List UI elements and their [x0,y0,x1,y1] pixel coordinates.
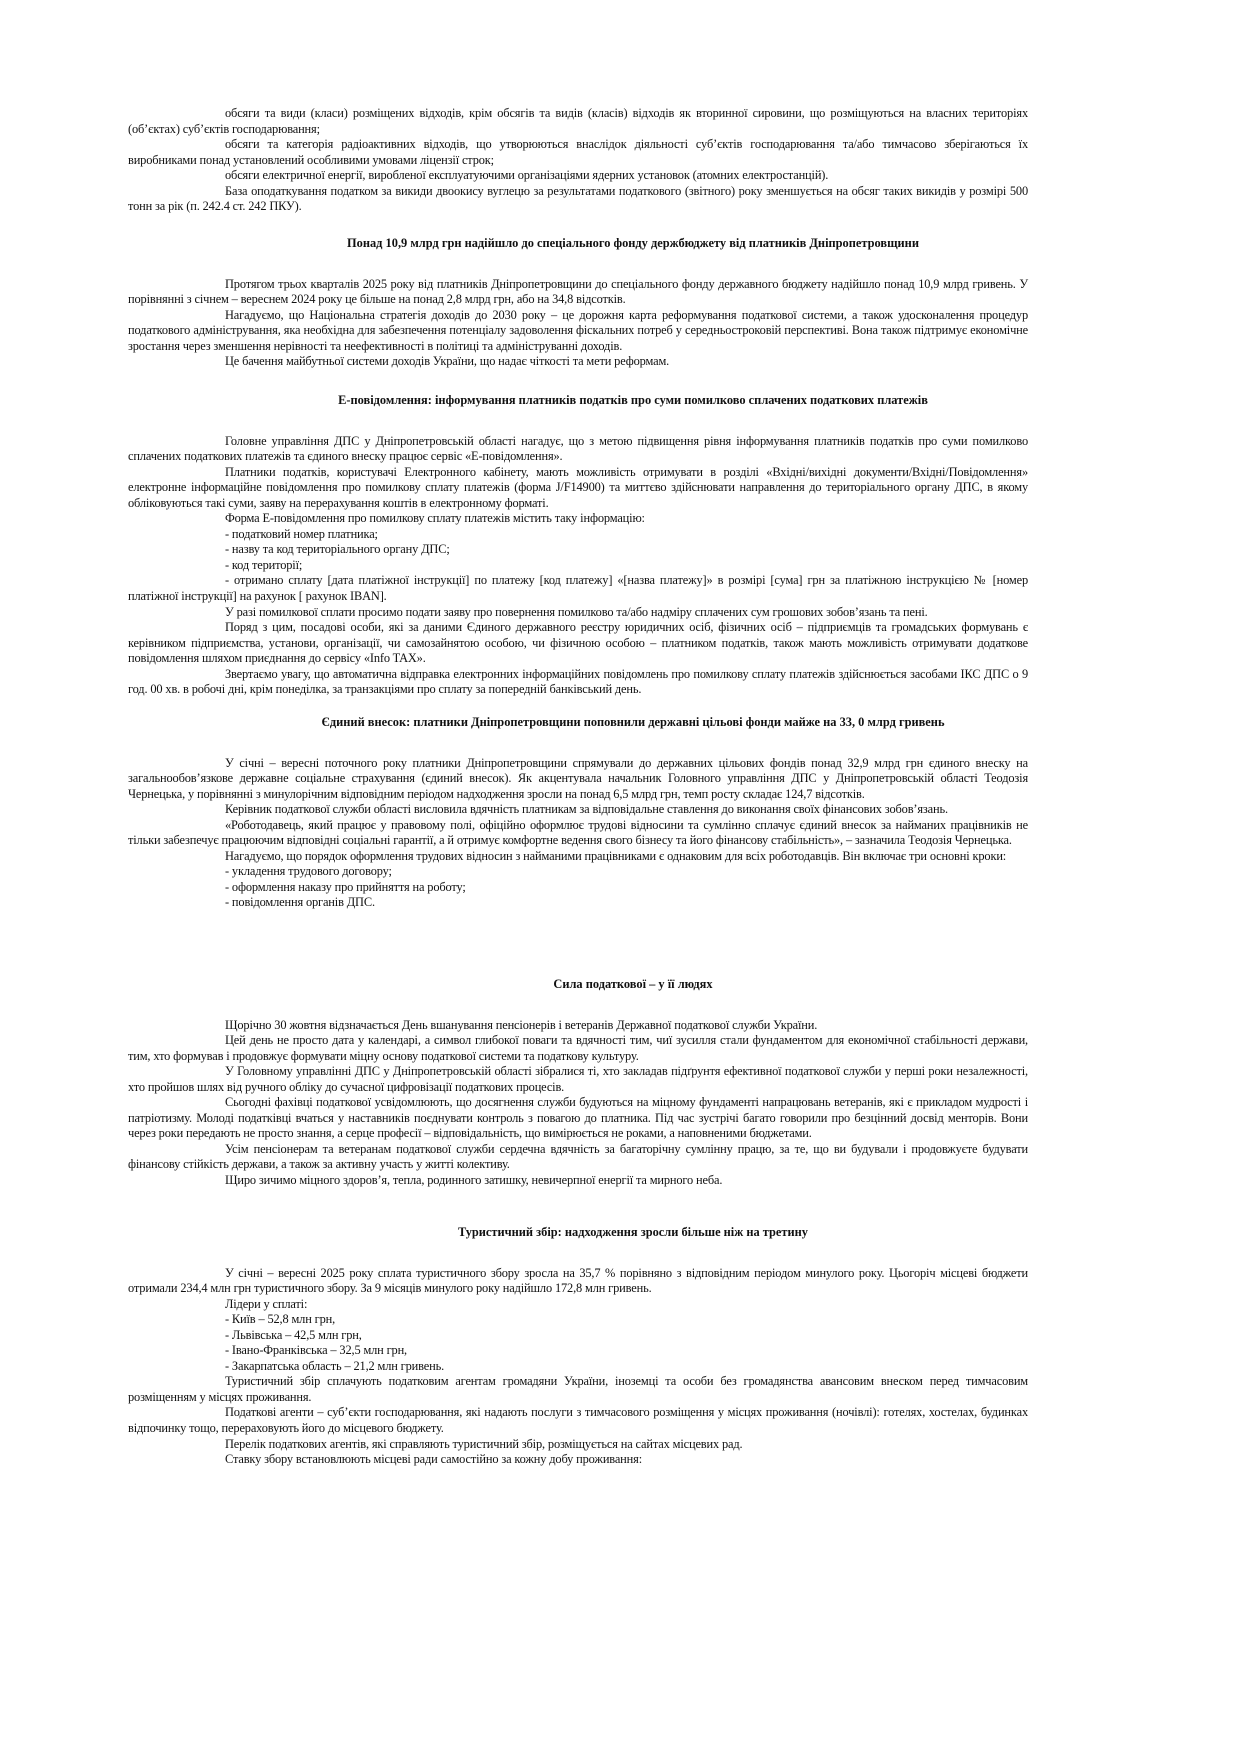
section-heading: Е-повідомлення: інформування платників податків про суми помилково сплачених податкових платежів [338,393,928,407]
paragraph: - укладення трудового договору; [225,864,392,879]
paragraph: - Львівська – 42,5 млн грн, [225,1327,362,1342]
paragraph: У січні – вересні 2025 року сплата туристичного збору зросла на 35,7 % порівняно з відповідним періодом минулого року. Цьогоріч місцеві бюджети отримали 234,4 млн грн туристичного збору. За 9 місяців минулого року надійшло 172,8 млн гривень. [128,1265,1028,1296]
paragraph: Цей день не просто дата у календарі, а символ глибокої поваги та вдячності тим, чиї зусилля стали фундаментом для економічної стабільності держави, тим, хто формував і продовжує формувати міцну основу податкової системи та податкову культуру. [128,1033,1028,1063]
paragraph: Протягом трьох кварталів 2025 року від платників Дніпропетровщини до спеціального фонду державного бюджету надійшло понад 10,9 млрд гривень. У порівнянні з січнем – вереснем 2024 року це більше на понад 2,8 млрд грн, або на 34,8 відсотків. [128,276,1028,307]
paragraph: - оформлення наказу про прийняття на роботу; [225,879,466,894]
paragraph: - код території; [225,557,303,572]
intro-block [128,106,1028,215]
paragraph: обсяги та категорія радіоактивних відходів, що утворюються внаслідок діяльності суб’єктів господарювання та/або тимчасово зберігаються їх виробниками понад установлений особливими умовами ліцензії строк; [128,137,1028,167]
section-heading: Сила податкової – у її людях [553,977,713,991]
paragraph: У Головному управлінні ДПС у Дніпропетровській області зібралися ті, хто закладав підґрунтя ефективної податкової служби у перші роки незалежності, хто пройшов шлях від ручного обліку до сучасної цифровізації податкових процесів. [128,1064,1028,1094]
paragraph: У разі помилкової сплати просимо подати заяву про повернення помилково та/або надміру сплачених сум грошових зобов’язань та пені. [225,604,928,619]
paragraph: Туристичний збір сплачують податковим агентам громадяни України, іноземці та особи без громадянства авансовим внеском перед тимчасовим розміщенням у місцях проживання. [128,1374,1028,1404]
paragraph: Податкові агенти – суб’єкти господарювання, які надають послуги з тимчасового розміщення у місцях проживання (ночівлі): готелях, хостелах, будинках відпочинку тощо, перераховують його до місцевого бюджету. [128,1405,1028,1435]
paragraph: Форма Е-повідомлення про помилкову сплату платежів містить таку інформацію: [225,511,645,526]
paragraph: Нагадуємо, що порядок оформлення трудових відносин з найманими працівниками є однаковим для всіх роботодавців. Він включає три основні кроки: [225,848,1007,863]
paragraph: - назву та код територіального органу ДПС; [225,542,450,557]
section-tax-special-fund [128,236,1028,370]
paragraph: Це бачення майбутньої системи доходів України, що надає чіткості та мети реформам. [225,354,670,369]
section-tourist-tax [128,1225,1028,1468]
paragraph: Щиро зичимо міцного здоров’я, тепла, родинного затишку, невичерпної енергії та мирного неба. [225,1172,723,1187]
section-heading: Туристичний збір: надходження зросли більше ніж на третину [458,1225,808,1239]
paragraph: Сьогодні фахівці податкової усвідомлюють, що досягнення служби будуються на міцному фундаменті напрацювань ветеранів, які є прикладом мудрості і патріотизму. Молоді податківці вчаться у наставників поєднувати контроль з повагою до платника. Під час зустрічі багато говорили про безцінний досвід менторів. Вони через роки передають не просто знання, а серце професії – відповідальність, що вимірюється не роками, а наповненими бюджетами. [128,1095,1028,1141]
paragraph: обсяги електричної енергії, виробленої експлуатуючими організаціями ядерних установок (атомних електростанцій). [225,168,829,183]
paragraph: Перелік податкових агентів, які справляють туристичний збір, розміщується на сайтах місцевих рад. [225,1436,743,1451]
paragraph: Ставку збору встановлюють місцеві ради самостійно за кожну добу проживання: [225,1452,642,1467]
paragraph: Поряд з цим, посадові особи, які за даними Єдиного державного реєстру юридичних осіб, фізичних осіб – підприємців та громадських формувань є керівником підприємства, установи, організації, чи самозайнятою особою, чи фізичною особою – платником податків, також мають можливість отримувати додаткове повідомлення шляхом приєднання до сервісу «Info TAX». [128,620,1028,666]
paragraph: обсяги та види (класи) розміщених відходів, крім обсягів та видів (класів) відходів як вторинної сировини, що розміщуються на власних територіях (об’єктах) суб’єктів господарювання; [128,106,1028,136]
paragraph: - Івано-Франківська – 32,5 млн грн, [225,1343,408,1358]
paragraph: Нагадуємо, що Національна стратегія доходів до 2030 року – це дорожня карта реформування податкової системи, а також удосконалення процедур податкового адміністрування, яка необхідна для забезпечення потенціалу задоволення фіскальних потреб у середньостроковій перспективі. Вона також підтримує економічне зростання через зменшення нерівності та неефективності в політиці та адмініструванні доходів. [128,307,1028,353]
paragraph: - Київ – 52,8 млн грн, [225,1312,336,1327]
paragraph: Керівник податкової служби області висловила вдячність платникам за відповідальне ставлення до виконання своїх фінансових зобов’язань. [225,802,948,817]
paragraph: - отримано сплату [дата платіжної інструкції] по платежу [код платежу] «[назва платежу]» в розмірі [сума] грн за платіжною інструкцією № [номер платіжної інструкції] на рахунок [ рахунок IBAN]. [128,573,1028,603]
paragraph: - повідомлення органів ДПС. [225,895,375,910]
paragraph: Усім пенсіонерам та ветеранам податкової служби сердечна вдячність за багаторічну сумлінну працю, за те, що ви будували і продовжуєте будувати фінансову стійкість держави, а також за активну участь у житті колективу. [128,1141,1028,1172]
section-heading: Єдиний внесок: платники Дніпропетровщини поповнили державні цільові фонди майже на 33, 0 млрд гривень [321,715,945,729]
paragraph: Головне управління ДПС у Дніпропетровській області нагадує, що з метою підвищення рівня інформування платників податків про суми помилково сплачених податкових платежів та єдиного внеску працює сервіс «Е-повідомлення». [128,433,1028,464]
paragraph: Щорічно 30 жовтня відзначається День вшанування пенсіонерів і ветеранів Державної податкової служби України. [225,1017,818,1032]
section-e-notification [128,393,1028,698]
paragraph: Звертаємо увагу, що автоматична відправка електронних інформаційних повідомлень про помилкову сплату платежів здійснюється засобами ІКС ДПС о 9 год. 00 хв. в робочі дні, крім понеділка, за транзакціями про сплату за попередній банківський день. [128,666,1028,697]
paragraph: - податковий номер платника; [225,526,378,541]
section-single-contribution [128,715,1028,911]
paragraph: База оподаткування податком за викиди двоокису вуглецю за результатами податкового (звітного) року зменшується на обсяг таких викидів у розмірі 500 тонн за рік (п. 242.4 ст. 242 ПКУ). [128,183,1028,214]
paragraph: У січні – вересні поточного року платники Дніпропетровщини спрямували до державних цільових фондів понад 32,9 млрд грн єдиного внеску на загальнообов’язкове державне соціальне страхування (єдиний внесок). Як акцентувала начальник Головного управління ДПС у Дніпропетровській області Теодозія Чернецька, у порівнянні з минулорічним відповідним періодом надходження зросли на понад 6,5 млрд грн, темп росту складає 124,7 відсотків. [128,755,1028,801]
paragraph: «Роботодавець, який працює у правовому полі, офіційно оформлює трудові відносини та сумлінно сплачує єдиний внесок за найманих працівників не тільки забезпечує працюючим відповідні соціальні гарантії, а й отримує комфортне ведення свого бізнесу та його фінансову стабільність», – зазначила Теодозія Чернецька. [128,817,1028,848]
section-veterans [128,977,1028,1189]
paragraph: - Закарпатська область – 21,2 млн гривень. [225,1358,445,1373]
section-heading: Понад 10,9 млрд грн надійшло до спеціального фонду держбюджету від платників Дніпропетровщини [347,236,919,250]
paragraph: Лідери у сплаті: [225,1296,308,1311]
paragraph: Платники податків, користувачі Електронного кабінету, мають можливість отримувати в розділі «Вхідні/вихідні документи/Вхідні/Повідомлення» електронне інформаційне повідомлення про помилкову сплату платежів (форма J/F14900) та миттєво здійснювати направлення до територіального органу ДПС, в якому обліковуються такі суми, заяву на перерахування коштів в електронному форматі. [128,464,1028,510]
